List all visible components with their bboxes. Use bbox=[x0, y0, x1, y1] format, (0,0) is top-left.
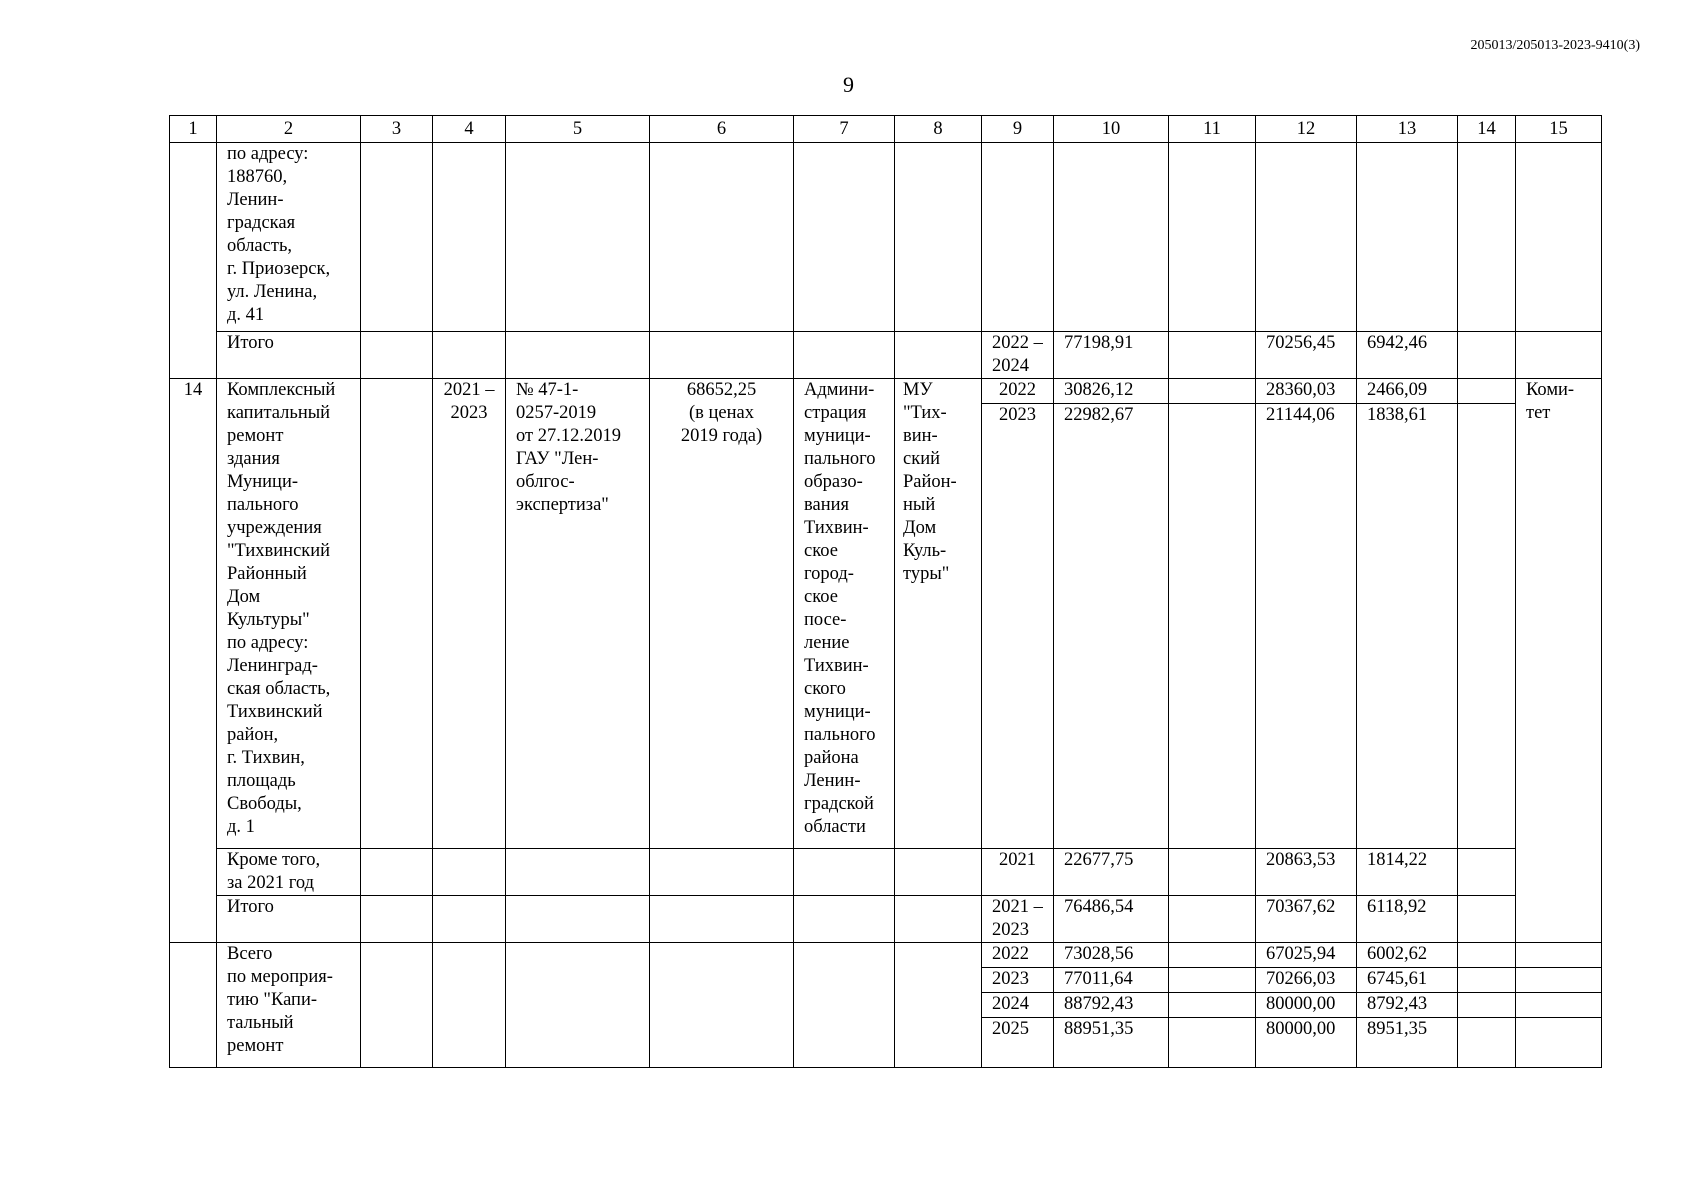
year-value: 2025 bbox=[992, 1019, 1029, 1039]
col-header: 3 bbox=[361, 116, 433, 143]
col-header: 5 bbox=[506, 116, 650, 143]
regional-value: 80000,00 bbox=[1266, 1019, 1336, 1039]
total-value: 77011,64 bbox=[1054, 968, 1168, 993]
local-value: 8792,43 bbox=[1357, 993, 1457, 1018]
header-row bbox=[170, 116, 1602, 143]
data-table bbox=[169, 115, 1602, 1068]
recipient-cell: МУ "Тих- вин- ский Район- ный Дом Куль- туры" bbox=[895, 379, 982, 849]
col-header: 7 bbox=[794, 116, 895, 143]
local-value: 8951,35 bbox=[1367, 1019, 1428, 1039]
local-cell: 1814,22 bbox=[1357, 849, 1458, 896]
local-value: 6002,62 bbox=[1357, 943, 1457, 968]
regional-value: 21144,06 bbox=[1266, 405, 1335, 425]
itogo-label: Итого bbox=[217, 332, 361, 379]
local-value: 6745,61 bbox=[1357, 968, 1457, 993]
col-header: 8 bbox=[895, 116, 982, 143]
local-cell bbox=[1357, 943, 1458, 1068]
regional-cell: 70256,45 bbox=[1256, 332, 1357, 379]
col-header: 11 bbox=[1169, 116, 1256, 143]
year-cell: 2021 bbox=[982, 849, 1054, 896]
years-cell: 2021 – 2023 bbox=[982, 896, 1054, 943]
additional-label: Кроме того, за 2021 год bbox=[217, 849, 361, 896]
regional-value: 70266,03 bbox=[1256, 968, 1356, 993]
regional-value: 28360,03 bbox=[1256, 379, 1356, 404]
document-id: 205013/205013-2023-9410(3) bbox=[1470, 38, 1640, 53]
period-cell: 2021 – 2023 bbox=[433, 379, 506, 849]
object-name-cell: по адресу: 188760, Ленин- градская область, г. Приозерск, ул. Ленина, д. 41 bbox=[217, 143, 361, 332]
total-value: 73028,56 bbox=[1054, 943, 1168, 968]
year-value: 2023 bbox=[999, 405, 1036, 425]
total-cell bbox=[1054, 379, 1169, 849]
col-header: 15 bbox=[1516, 116, 1602, 143]
col-header: 13 bbox=[1357, 116, 1458, 143]
total-cell: 76486,54 bbox=[1054, 896, 1169, 943]
itogo-label: Итого bbox=[217, 896, 361, 943]
regional-cell: 20863,53 bbox=[1256, 849, 1357, 896]
table-row bbox=[170, 379, 1602, 849]
page-number: 9 bbox=[843, 72, 854, 97]
year-cell bbox=[982, 943, 1054, 1068]
regional-cell bbox=[1256, 943, 1357, 1068]
table-row bbox=[170, 896, 1602, 943]
total-cell: 77198,91 bbox=[1054, 332, 1169, 379]
local-cell: 6942,46 bbox=[1357, 332, 1458, 379]
col-header: 9 bbox=[982, 116, 1054, 143]
table-row bbox=[170, 143, 1602, 332]
regional-value: 80000,00 bbox=[1256, 993, 1356, 1018]
year-value: 2024 bbox=[982, 993, 1053, 1018]
local-value: 1838,61 bbox=[1367, 405, 1428, 425]
customer-cell: Админи- страция муници- пального образо- вания Тихвин- ское город- ское посе- ление Тихвин- ского муници- пального района Ленин- градской области bbox=[794, 379, 895, 849]
total-cell: 22677,75 bbox=[1054, 849, 1169, 896]
vsego-label: Всего по мероприя- тию "Капи- тальный ремонт bbox=[217, 943, 361, 1068]
total-value: 30826,12 bbox=[1054, 379, 1168, 404]
object-name-cell: Комплексный капитальный ремонт здания Муници- пального учреждения "Тихвинский Районный Дом Культуры" по адресу: Ленинград- ская область, Тихвинский район, г. Тихвин, площадь Свободы, д. 1 bbox=[217, 379, 361, 849]
year-value: 2023 bbox=[982, 968, 1053, 993]
local-value: 2466,09 bbox=[1357, 379, 1457, 404]
year-value: 2022 bbox=[982, 379, 1053, 404]
regional-cell bbox=[1256, 379, 1357, 849]
total-value: 22982,67 bbox=[1064, 405, 1134, 425]
col-header: 12 bbox=[1256, 116, 1357, 143]
years-cell: 2022 – 2024 bbox=[982, 332, 1054, 379]
local-cell bbox=[1357, 379, 1458, 849]
col-header: 14 bbox=[1458, 116, 1516, 143]
local-cell: 6118,92 bbox=[1357, 896, 1458, 943]
col-header: 2 bbox=[217, 116, 361, 143]
year-cell bbox=[982, 379, 1054, 849]
table-row bbox=[170, 943, 1602, 1068]
expertise-cell: № 47-1- 0257-2019 от 27.12.2019 ГАУ "Лен- облгос- экспертиза" bbox=[506, 379, 650, 849]
regional-cell: 70367,62 bbox=[1256, 896, 1357, 943]
regional-value: 67025,94 bbox=[1256, 943, 1356, 968]
cost-cell: 68652,25 (в ценах 2019 года) bbox=[650, 379, 794, 849]
total-value: 88951,35 bbox=[1064, 1019, 1134, 1039]
row-number: 14 bbox=[170, 379, 217, 943]
table-row bbox=[170, 332, 1602, 379]
total-cell bbox=[1054, 943, 1169, 1068]
responsible-cell: Коми- тет bbox=[1516, 379, 1602, 943]
col-header: 10 bbox=[1054, 116, 1169, 143]
col-header: 4 bbox=[433, 116, 506, 143]
col-header: 1 bbox=[170, 116, 217, 143]
year-value: 2022 bbox=[982, 943, 1053, 968]
col-header: 6 bbox=[650, 116, 794, 143]
total-value: 88792,43 bbox=[1054, 993, 1168, 1018]
table-row bbox=[170, 849, 1602, 896]
